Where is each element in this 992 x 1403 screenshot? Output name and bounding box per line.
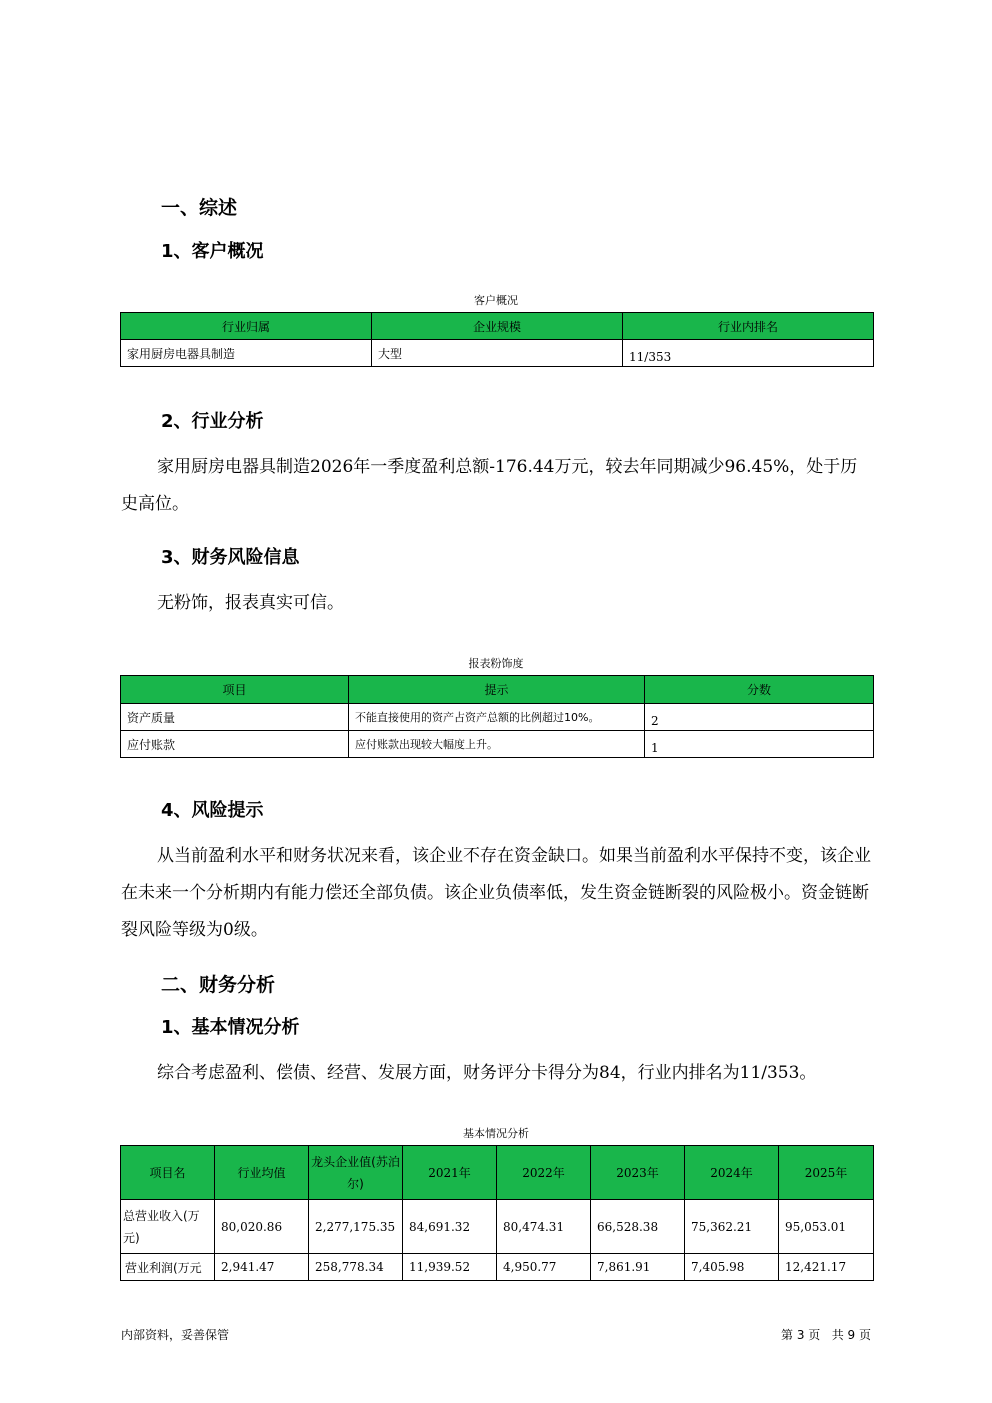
table-cell: 7,861.91 [591,1254,685,1281]
table-row [121,731,874,758]
table-caption-customer: 客户概况 [474,294,518,307]
table-cell: 总营业收入(万元) [121,1200,215,1254]
table-cell: 家用厨房电器具制造 [121,340,372,367]
table-cell: 7,405.98 [685,1254,779,1281]
table-header: 行业均值 [215,1146,309,1200]
table-cell: 1 [645,731,874,758]
table-cell: 80,020.86 [215,1200,309,1254]
table-header: 2025年 [779,1146,874,1200]
table-cell: 大型 [372,340,623,367]
risk-warning-text: 从当前盈利水平和财务状况来看，该企业不存在资金缺口。如果当前盈利水平保持不变，该企业在未来一个分析期内有能力偿还全部负债。该企业负债率低，发生资金链断裂的风险极小。资金链断裂风险等级为0级。 [121,846,871,940]
subsection-title-customer: 1、客户概况 [161,241,264,262]
table-cell: 75,362.21 [685,1200,779,1254]
table-cell: 营业利润(万元 [121,1254,215,1281]
basic-analysis-text: 综合考虑盈利、偿债、经营、发展方面，财务评分卡得分为84，行业内排名为11/353。 [157,1063,817,1083]
table-cell: 应付账款出现较大幅度上升。 [349,731,645,758]
table-row [121,704,874,731]
table-cell: 95,053.01 [779,1200,874,1254]
table-cell: 应付账款 [121,731,349,758]
table-cell: 2,941.47 [215,1254,309,1281]
table-header: 2021年 [403,1146,497,1200]
table-cell: 11,939.52 [403,1254,497,1281]
table-header: 2024年 [685,1146,779,1200]
table-cell: 资产质量 [121,704,349,731]
table-caption-basic-analysis: 基本情况分析 [463,1127,529,1140]
basic-analysis-table [120,1145,874,1281]
table-header: 2022年 [497,1146,591,1200]
table-header: 2023年 [591,1146,685,1200]
table-header: 提示 [349,676,645,704]
table-cell: 12,421.17 [779,1254,874,1281]
table-cell: 66,528.38 [591,1200,685,1254]
table-header: 分数 [645,676,874,704]
table-cell: 258,778.34 [309,1254,403,1281]
table-row [121,1254,874,1281]
subsection-title-financial-risk: 3、财务风险信息 [161,547,300,568]
table-header: 行业归属 [121,313,372,340]
section-title-financial-analysis: 二、财务分析 [161,974,276,996]
table-header: 项目 [121,676,349,704]
table-header: 龙头企业值(苏泊尔) [309,1146,403,1200]
table-cell: 80,474.31 [497,1200,591,1254]
table-cell: 2 [645,704,874,731]
table-row [121,340,874,367]
table-header: 行业内排名 [623,313,874,340]
table-cell: 84,691.32 [403,1200,497,1254]
table-header: 企业规模 [372,313,623,340]
table-cell: 2,277,175.35 [309,1200,403,1254]
table-caption-window-dressing: 报表粉饰度 [468,657,524,670]
customer-table [120,312,874,367]
subsection-title-basic-analysis: 1、基本情况分析 [161,1017,300,1038]
table-row [121,1200,874,1254]
footer-confidential-note: 内部资料，妥善保管 [121,1328,230,1342]
subsection-title-risk-warning: 4、风险提示 [161,800,264,821]
section-title-overview: 一、综述 [161,197,238,219]
financial-risk-text: 无粉饰，报表真实可信。 [157,593,344,613]
industry-analysis-text: 家用厨房电器具制造2026年一季度盈利总额-176.44万元，较去年同期减少96.45%，处于历史高位。 [121,457,858,514]
table-cell: 不能直接使用的资产占资产总额的比例超过10%。 [349,704,645,731]
table-cell: 4,950.77 [497,1254,591,1281]
table-header: 项目名 [121,1146,215,1200]
subsection-title-industry: 2、行业分析 [161,411,264,432]
window-dressing-table [120,675,874,758]
footer-page-number: 第 3 页 共 9 页 [781,1328,871,1342]
table-cell: 11/353 [623,340,874,367]
